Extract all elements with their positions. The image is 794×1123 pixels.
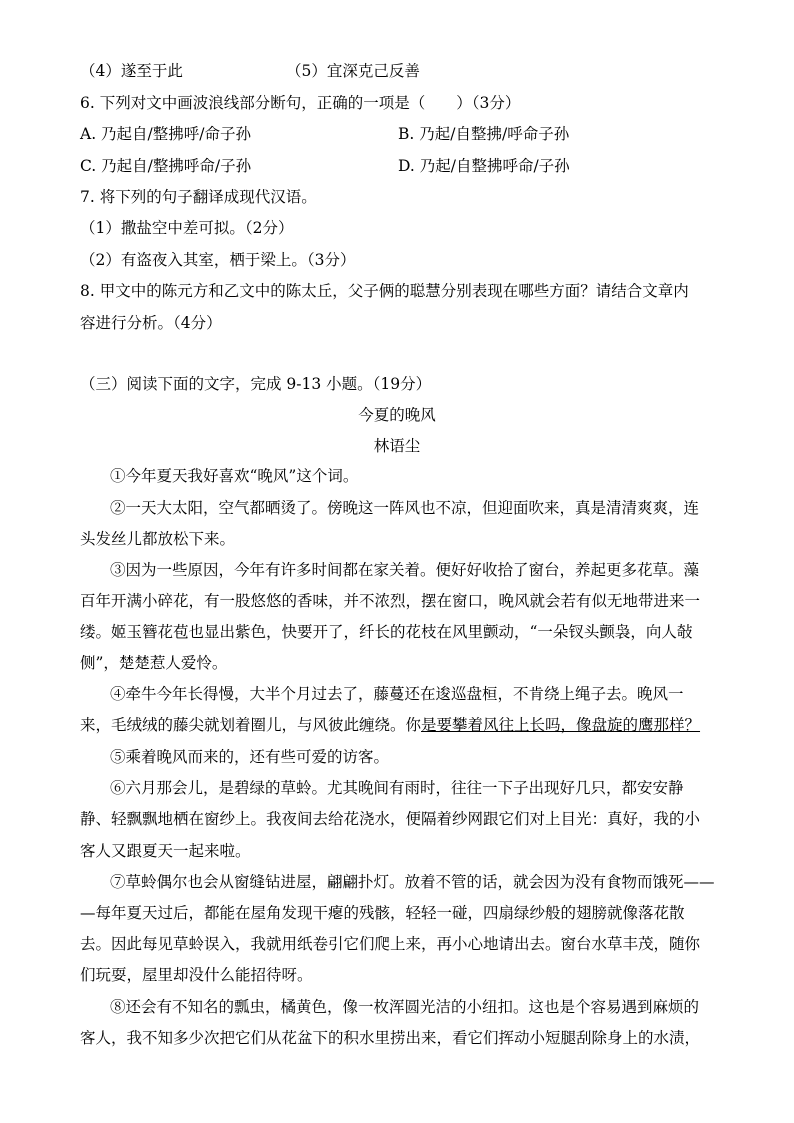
paragraph-2-line-2: 头发丝儿都放松下来。 <box>80 530 236 548</box>
q7-sentence-1: （1）撒盐空中差可拟。（2分） <box>80 219 294 237</box>
paragraph-3-line-4: 侧”，楚楚惹人爱怜。 <box>80 654 228 672</box>
paragraph-1: ①今年夏天我好喜欢“晚风”这个词。 <box>110 467 359 485</box>
paragraph-8-line-1: ⑧还会有不知名的瓢虫，橘黄色，像一枚浑圆光洁的小纽扣。这也是个容易遇到麻烦的 <box>110 998 700 1016</box>
article-author: 林语尘 <box>373 437 421 455</box>
paragraph-7-line-3: 去。因此每见草蛉误入，我就用纸卷引它们爬上来，再小心地请出去。窗台水草丰茂，随你 <box>80 935 701 953</box>
underlined-sentence: 是要攀着风往上长吗，像盘旋的鹰那样？ <box>421 716 701 734</box>
paragraph-7-line-2: —每年夏天过后，都能在屋角发现干瘪的残骸，轻轻一碰，四扇绿纱般的翅膀就像落花散 <box>80 904 685 922</box>
paragraph-3-line-3: 缕。姬玉簪花苞也显出紫色，快要开了，纤长的花枝在风里颤动，“一朵钗头颤袅，向人敧 <box>80 623 693 641</box>
article-title: 今夏的晚风 <box>358 406 436 424</box>
paragraph-6-line-2: 静、轻飘飘地栖在窗纱上。我夜间去给花浇水，便隔着纱网跟它们对上目光：真好，我的小 <box>80 810 701 828</box>
q6-option-d: D. 乃起/自整拂呼命/子孙 <box>398 157 570 175</box>
paragraph-7-line-4: 们玩耍，屋里却没什么能招待呀。 <box>80 966 313 984</box>
section-3-header: （三）阅读下面的文字，完成 9-13 小题。（19分） <box>80 375 432 393</box>
q7-stem: 7. 将下列的句子翻译成现代汉语。 <box>80 188 317 206</box>
q6-option-a: A. 乃起自/整拂呼/命子孙 <box>80 125 251 143</box>
paragraph-8-line-2: 客人，我不知多少次把它们从花盆下的积水里捞出来，看它们挥动小短腿刮除身上的水渍， <box>80 1029 701 1047</box>
paragraph-3-line-2: 百年开满小碎花，有一股悠悠的香味，并不浓烈，摆在窗口，晚风就会若有似无地带进来一 <box>80 592 701 610</box>
paragraph-5: ⑤乘着晚风而来的，还有些可爱的访客。 <box>110 748 390 766</box>
q5-item-5: （5）宜深克己反善 <box>286 62 420 80</box>
q5-item-4: （4）遂至于此 <box>80 62 183 80</box>
q8-line-1: 8. 甲文中的陈元方和乙文中的陈太丘，父子俩的聪慧分别表现在哪些方面？请结合文章内 <box>80 282 689 300</box>
q7-sentence-2: （2）有盗夜入其室，栖于梁上。（3分） <box>80 251 356 269</box>
paragraph-4-line-1: ④牵牛今年长得慢，大半个月过去了，藤蔓还在逡巡盘桓，不肯绕上绳子去。晚风一 <box>110 685 684 703</box>
paragraph-6-line-3: 客人又跟夏天一起来啦。 <box>80 842 251 860</box>
q6-stem: 6. 下列对文中画波浪线部分断句，正确的一项是（ ）（3分） <box>80 94 521 112</box>
paragraph-3-line-1: ③因为一些原因，今年有许多时间都在家关着。便好好收拾了窗台，养起更多花草。藻 <box>110 561 700 579</box>
paragraph-7-line-1: ⑦草蛉偶尔也会从窗缝钻进屋，翩翩扑灯。放着不管的话，就会因为没有食物而饿死—— <box>110 873 715 891</box>
paragraph-2-line-1: ②一天大太阳，空气都晒烫了。傍晚这一阵风也不凉，但迎面吹来，真是清清爽爽，连 <box>110 499 700 517</box>
paragraph-4-line-2-text: 来，毛绒绒的藤尖就划着圈儿，与风彼此缠绕。你 <box>80 716 422 734</box>
q6-option-c: C. 乃起自/整拂呼命/子孙 <box>80 157 252 175</box>
q8-line-2: 容进行分析。（4分） <box>80 314 222 332</box>
paragraph-6-line-1: ⑥六月那会儿，是碧绿的草蛉。尤其晚间有雨时，往往一下子出现好几只，都安安静 <box>110 779 684 797</box>
paragraph-4-line-2 <box>80 714 700 736</box>
q6-option-b: B. 乃起/自整拂/呼命子孙 <box>398 125 570 143</box>
